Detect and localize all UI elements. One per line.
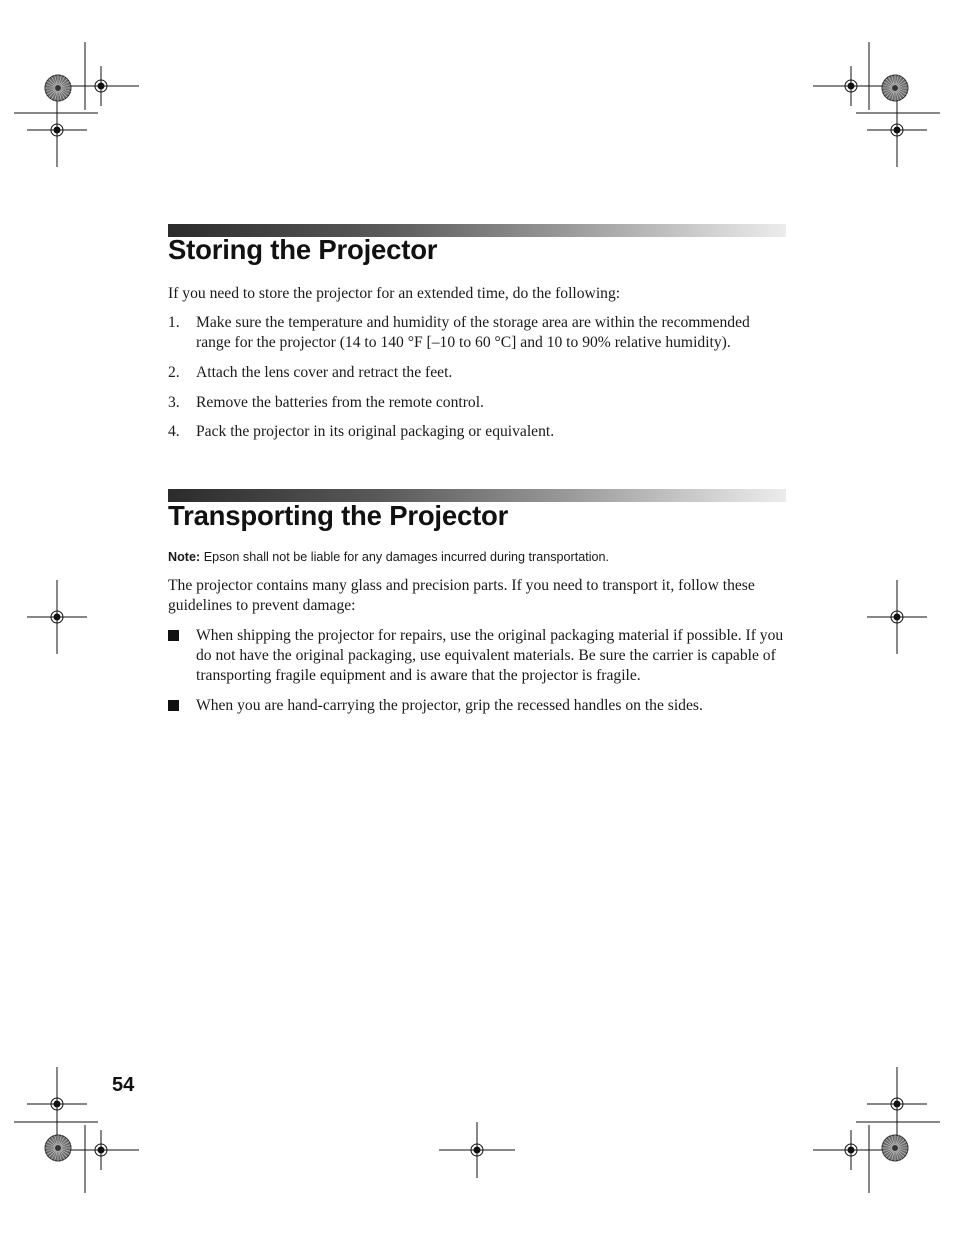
- section-title-transporting: Transporting the Projector: [168, 500, 509, 531]
- bullet-text: When you are hand-carrying the projector, grip the recessed handles on the sides.: [196, 697, 703, 714]
- crosshair-icon: [813, 66, 889, 106]
- starburst-icon: [882, 75, 908, 101]
- section-title-storing: Storing the Projector: [168, 234, 438, 265]
- list-item: [168, 363, 788, 383]
- step-number: 4.: [168, 423, 180, 440]
- page-number: 54: [112, 1074, 135, 1096]
- list-item: [168, 696, 788, 716]
- note-label: Note:: [168, 550, 201, 564]
- list-item: [168, 626, 788, 686]
- list-item: [168, 313, 788, 353]
- step-number: 1.: [168, 314, 180, 331]
- storing-intro: If you need to store the projector for an extended time, do the following:: [168, 285, 621, 302]
- crosshair-icon: [867, 1067, 927, 1141]
- crosshair-icon: [27, 580, 87, 654]
- bullet-square-icon: [168, 626, 192, 647]
- step-text: Remove the batteries from the remote control.: [196, 394, 484, 411]
- crosshair-icon: [867, 93, 927, 167]
- crosshair-icon: [63, 66, 139, 106]
- starburst-icon: [45, 75, 71, 101]
- step-text: Make sure the temperature and humidity of the storage area are within the recommended range for the projector (14 to 140 °F [–10 to 60 °C] and 10 to 90% relative humidity).: [196, 314, 750, 351]
- starburst-icon: [882, 1135, 908, 1161]
- step-number: 3.: [168, 394, 180, 411]
- crosshair-icon: [63, 1130, 139, 1170]
- note-text: Epson shall not be liable for any damages incurred during transportation.: [203, 550, 610, 564]
- crosshair-icon: [439, 1122, 515, 1178]
- crosshair-icon: [27, 1067, 87, 1141]
- list-item: [168, 422, 788, 442]
- crosshair-icon: [27, 93, 87, 167]
- crosshair-icon: [867, 580, 927, 654]
- note: [168, 549, 788, 565]
- transport-intro: The projector contains many glass and precision parts. If you need to transport it, follow these guidelines to prevent damage:: [168, 577, 755, 614]
- step-text: Attach the lens cover and retract the feet.: [196, 364, 453, 381]
- bullet-text: When shipping the projector for repairs, use the original packaging material if possible. If you do not have the original packaging, use equivalent materials. Be sure the carrier is capable of transporting fragile equipment and is aware that the projector is fragile.: [196, 627, 784, 684]
- crosshair-icon: [813, 1130, 889, 1170]
- list-item: [168, 393, 788, 413]
- step-number: 2.: [168, 364, 180, 381]
- bullet-square-icon: [168, 696, 192, 717]
- step-text: Pack the projector in its original packaging or equivalent.: [196, 423, 555, 440]
- starburst-icon: [45, 1135, 71, 1161]
